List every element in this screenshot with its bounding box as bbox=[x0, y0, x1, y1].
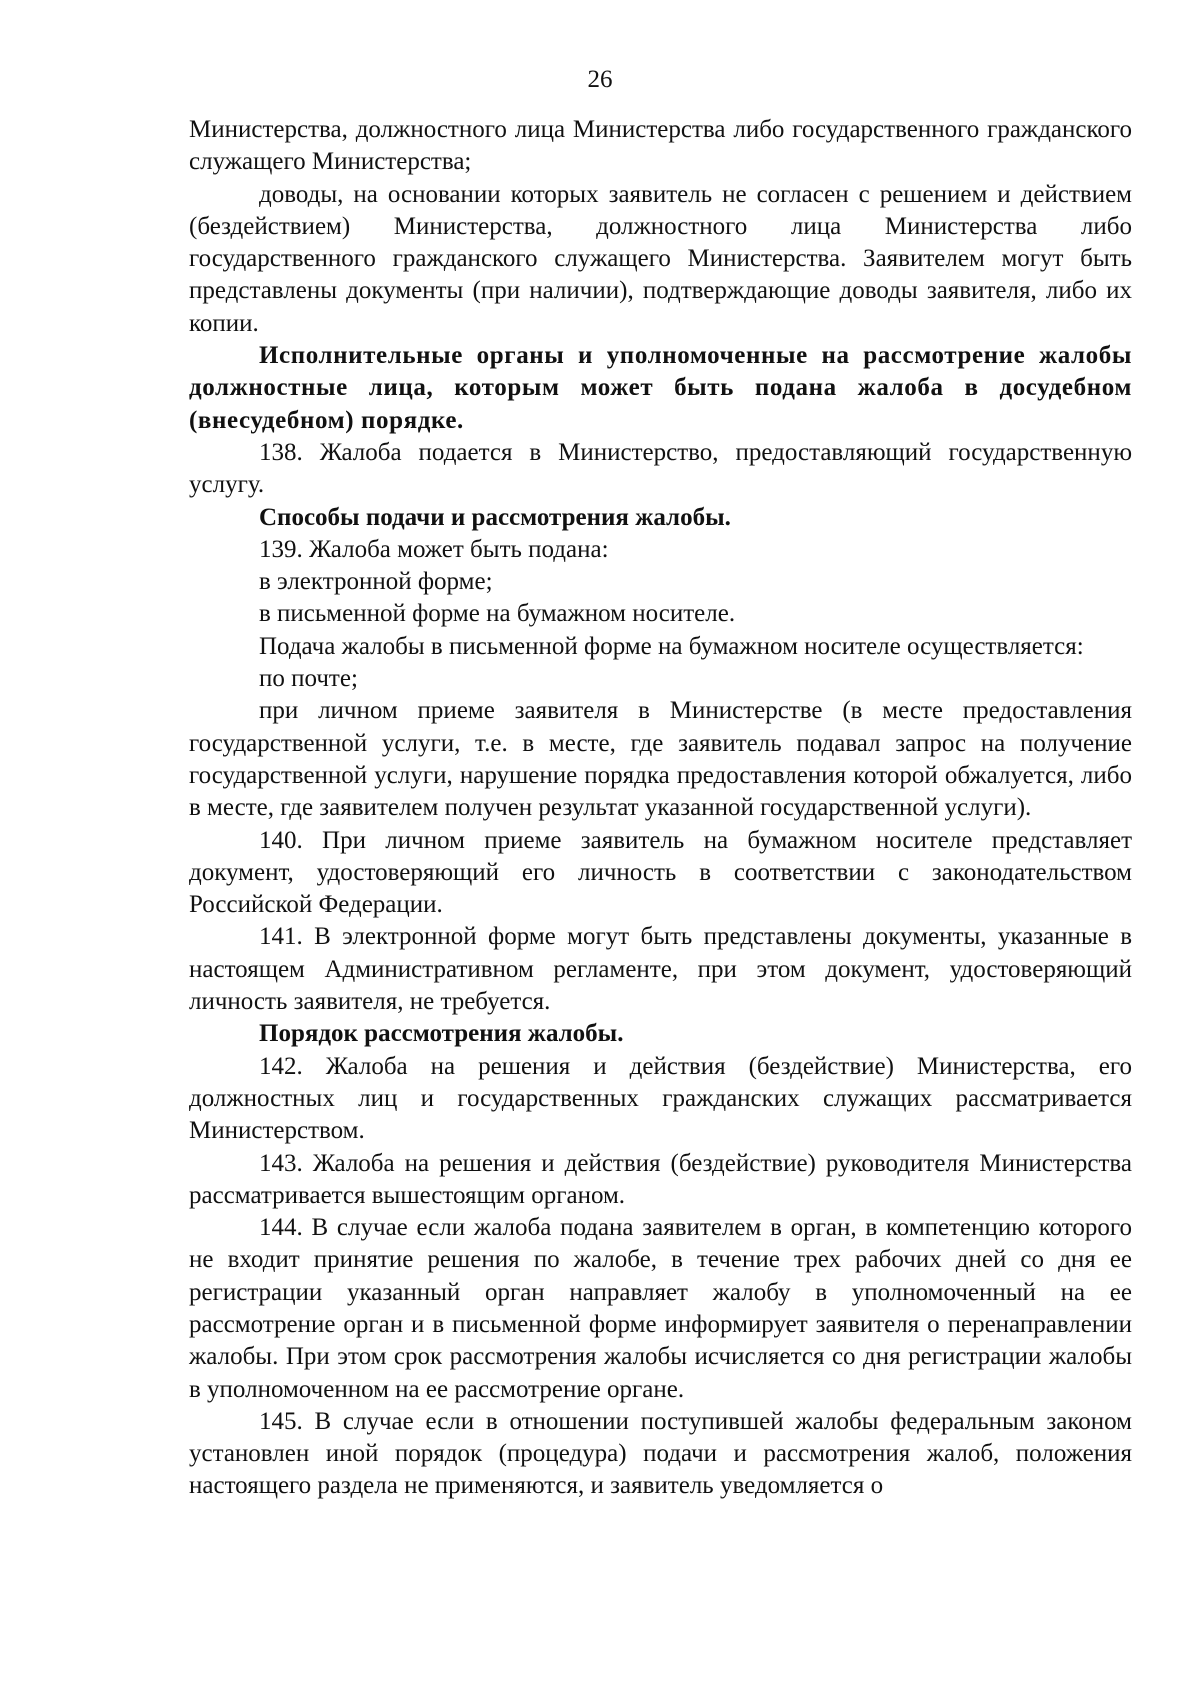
paragraph-paper-submission: Подача жалобы в письменной форме на бумажном носителе осуществляется: bbox=[259, 632, 1084, 660]
paragraph-144: 144. В случае если жалоба подана заявителем в орган, в компетенцию которого не входит принятие решения по жалобе, в течение трех рабочих дней со дня ее регистрации указанный орган направляет жалобу в уполномоченный на ее рассмотрение орган и в письменной форме информирует заявителя о перенаправлении жалобы. При этом срок рассмотрения жалобы исчисляется со дня регистрации жалобы в уполномоченном на ее рассмотрение органе. bbox=[189, 1214, 1132, 1403]
section-heading-submission-methods: Способы подачи и рассмотрения жалобы. bbox=[259, 503, 731, 531]
section-heading-executive-bodies: Исполнительные органы и уполномоченные на рассмотрение жалобы должностные лица, которым может быть подана жалоба в досудебном (внесудебном) порядке. bbox=[189, 342, 1132, 434]
paragraph-141: 141. В электронной форме могут быть представлены документы, указанные в настоящем Административном регламенте, при этом документ, удостоверяющий личность заявителя, не требуется. bbox=[189, 923, 1132, 1016]
section-heading-review-procedure: Порядок рассмотрения жалобы. bbox=[259, 1020, 624, 1048]
paragraph-143: 143. Жалоба на решения и действия (бездействие) руководителя Министерства рассматривается вышестоящим органом. bbox=[189, 1149, 1132, 1209]
document-body bbox=[189, 114, 1132, 1503]
paragraph-continuation: Министерства, должностного лица Министерства либо государственного гражданского служащего Министерства; bbox=[189, 116, 1132, 176]
paragraph-139: 139. Жалоба может быть подана: bbox=[259, 535, 609, 563]
paragraph-138: 138. Жалоба подается в Министерство, предоставляющий государственную услугу. bbox=[189, 438, 1132, 499]
paragraph-145: 145. В случае если в отношении поступившей жалобы федеральным законом установлен иной порядок (процедура) подачи и рассмотрения жалоб, положения настоящего раздела не применяются, и заявитель уведомляется о bbox=[189, 1407, 1132, 1500]
paragraph-140: 140. При личном приеме заявитель на бумажном носителе представляет документ, удостоверяющий его личность в соответствии с законодательством Российской Федерации. bbox=[189, 826, 1132, 919]
list-item-paper-form: в письменной форме на бумажном носителе. bbox=[259, 600, 736, 628]
list-item-by-mail: по почте; bbox=[259, 665, 358, 693]
paragraph-142: 142. Жалоба на решения и действия (бездействие) Министерства, его должностных лиц и государственных гражданских служащих рассматривается Министерством. bbox=[189, 1052, 1132, 1145]
paragraph-arguments: доводы, на основании которых заявитель не согласен с решением и действием (бездействием) Министерства, должностного лица Министерства либо государственного гражданского служащего Министерства. Заявителем могут быть представлены документы (при наличии), подтверждающие доводы заявителя, либо их копии. bbox=[189, 180, 1132, 337]
list-item-personal-reception: при личном приеме заявителя в Министерстве (в месте предоставления государственной услуги, т.е. в месте, где заявитель подавал запрос на получение государственной услуги, нарушение порядка предоставления которой обжалуется, либо в месте, где заявителем получен результат указанной государственной услуги). bbox=[189, 697, 1132, 822]
page-number: 26 bbox=[587, 66, 613, 93]
list-item-electronic-form: в электронной форме; bbox=[259, 568, 493, 596]
